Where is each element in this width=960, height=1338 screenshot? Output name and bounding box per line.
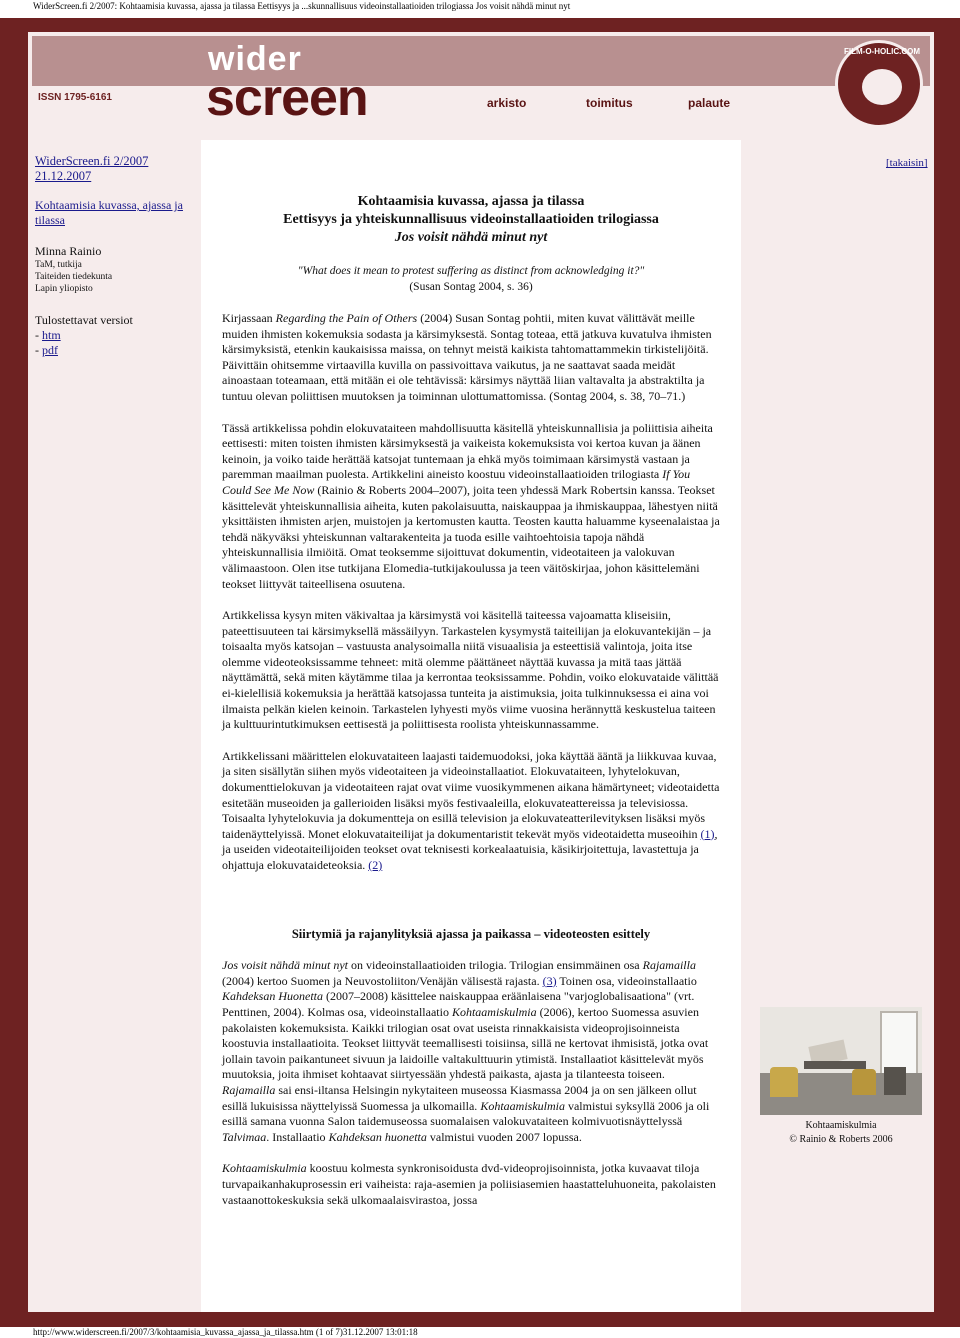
print-header: WiderScreen.fi 2/2007: Kohtaamisia kuvassa, ajassa ja tilassa Eettisyys ja ...skunnallisuus videoinstallaatioiden trilogiassa Jos voisit nähdä minut nyt — [33, 1, 571, 11]
epigraph — [222, 263, 720, 295]
figure-credit: © Rainio & Roberts 2006 — [789, 1134, 893, 1145]
article-title: Kohtaamisia kuvassa, ajassa ja tilassa — [357, 194, 585, 209]
figure-caption: Kohtaamiskulmia — [805, 1120, 877, 1131]
table-shape — [804, 1061, 866, 1069]
logo-wider-text[interactable]: wider — [208, 40, 302, 78]
print-footer: http://www.widerscreen.fi/2007/3/kohtaamisia_kuvassa_ajassa_ja_tilassa.htm (1 of 7)31.12.2007 13:01:18 — [33, 1327, 418, 1337]
back-link[interactable]: [takaisin] — [886, 157, 928, 169]
paragraph-6: Kohtaamiskulmia koostuu kolmesta synkronisoidusta dvd-videoprojisoinnista, jotka kuvaavat tiloja turvapaikanhakuprosessin eri vaiheista: raja-asemien ja poliisiasemien haastatteluhuoneita, pakolaisten vastaanottokeskuksia sekä ulkomaalaisvirastoa, jossa — [222, 1161, 716, 1207]
epigraph-quote: "What does it mean to protest suffering as distinct from acknowledging it?" — [297, 265, 645, 277]
print-versions-label: Tulostettavat versiot — [35, 313, 133, 327]
site-banner — [32, 36, 930, 136]
paragraph-3: Artikkelissa kysyn miten väkivaltaa ja kärsimystä voi käsitellä taiteessa vajoamatta kliseisiin, pateettisuuteen tai kärsimyksellä mässäilyyn. Tarkastelen kysymystä taiteilijan ja elokuvantekijän – ja toisaalta myös katsojan – vastuusta analysoimalla niitä visuaalisia ja esteettisiä valintoja, joita itse olemme videoteoksissamme tehneet: mitä olemme päättäneet näyttää kuvassa ja mitä taas jättää näyttämättä, sekä miten käytämme tilaa ja kerrontaa teoksissamme. Pohdin, voiko elokuvataide välittää ei-kielellisiä kokemuksia ja herättää katsojassa tunteita ja aistimuksia, joita tulkinnuksessa ei aina voi ilmaista pelkän kielen keinoin. Tarkastelen lyhyesti myös viime vuosina herännyttä keskustelua taiteen ja kulttuurintutkimuksen eettisestä ja poliittisesta roolista yhteiskunnassamme. — [222, 608, 719, 732]
sidebar-site-link[interactable]: WiderScreen.fi 2/2007 — [35, 154, 149, 168]
epigraph-source: (Susan Sontag 2004, s. 36) — [409, 281, 533, 293]
footnote-3-link[interactable]: (3) — [542, 973, 557, 988]
film-reel-icon — [862, 69, 902, 105]
chair-shape — [770, 1067, 798, 1097]
footnote-1-link[interactable]: (1) — [700, 826, 715, 841]
section-heading: Siirtymiä ja rajanylityksiä ajassa ja paikassa – videoteosten esittely — [291, 926, 651, 941]
logo-screen-text[interactable]: screen — [206, 69, 368, 127]
paragraph-2: Tässä artikkelissa pohdin elokuvataiteen mahdollisuutta käsitellä yhteiskunnallisia ja poliittisia aiheita eettisesti: miten toisten ihmisten kärsimyksestä ja vaikeista kokemuksista voi kertoa kuvan ja äänen keinoin, ja voiko taide herättää katsojat tuntemaan ja ehkä myös toimimaan kärsimystä vastaan ja paremman maailman puolesta. Artikkelini aineisto koostuu videoinstallaatioiden trilogiasta If You Could See Me Now (Rainio & Roberts 2004–2007), joita teen yhdessä Mark Robertsin kanssa. Teokset käsittelevät yhteiskunnallisia aiheita, kuten pakolaisuutta, naiskauppaa ja ihmiskauppaa, lähestyen niitä yksittäisten ihmisten arjen, muistojen ja kertomusten kautta. Teosten kautta haluamme kyseenalaistaa ja tehdä näkyväksi yhteiskunnan valtarakenteita ja tuoda esille vaihtoehtoisia tapoja nähdä yhteiskunnallisia ilmiöitä. Omat teoksemme sijoittuvat dokumentin, videotaiteen ja valokuvan välimaastoon. Olen itse tutkijana Elomedia-tutkijakoulussa ja teen väitöskirjaa, johon käsittelemäni teokset liittyvät taiteellisena osuutena. — [222, 420, 720, 591]
banner-strip — [32, 36, 930, 86]
figure — [760, 1007, 922, 1147]
installation-photo — [760, 1007, 922, 1115]
nav-toimitus[interactable]: toimitus — [586, 96, 633, 110]
print-htm-link[interactable]: htm — [42, 328, 61, 342]
sidebar-date-link[interactable]: 21.12.2007 — [35, 169, 92, 183]
article-work-title: Jos voisit nähdä minut nyt — [394, 230, 548, 245]
nav-palaute[interactable]: palaute — [688, 96, 731, 110]
chair-shape — [884, 1067, 906, 1095]
window-shape — [880, 1011, 918, 1075]
dash: - — [35, 328, 42, 342]
sidebar-affiliation-3: Lapin yliopisto — [35, 284, 93, 294]
nav-arkisto[interactable]: arkisto — [487, 96, 527, 110]
sidebar — [35, 154, 195, 358]
print-pdf-link[interactable]: pdf — [42, 343, 58, 357]
chair-shape — [852, 1069, 876, 1095]
paragraph-1: Kirjassaan Regarding the Pain of Others (2004) Susan Sontag pohtii, miten kuvat välittävät meille muiden ihmisten kokemuksia sodasta ja kärsimyksestä. Sontag toteaa, että jatkuva kuvatulva ihmisten kärsimyksistä, etenkin kaukaisissa maissa, on tehnyt meistä kaikista tahtomattammekin tirkistelijöitä. Päivittäin ohitsemme virtaavilla kuvilla on passivoittava vaikutus, ja ne saattavat saada meidät ainoastaan toteamaan, että mitään ei ole tehtävissä: kärsimys näyttää liian valtavalta ja abstraktilta ja tuntuu olevan poliittisen muutoksen ja toiminnan ulottumattomissa. (Sontag 2004, s. 38, 70–71.) — [222, 311, 712, 403]
article-content — [201, 140, 741, 1312]
sidebar-article-title[interactable]: Kohtaamisia kuvassa, ajassa ja tilassa — [35, 198, 183, 227]
paragraph-4: Artikkelissani määrittelen elokuvataiteen laajasti taidemuodoksi, joka käyttää ääntä ja liikkuvaa kuvaa, ja siten sisällytän siihen myös videotaiteen ja videoinstallaatiot. Elokuvataiteen, lyhytelokuvan, dokumenttielokuvan ja videotaiteen rajat ovat viime vuosikymmenen aikana hämärtyneet; videotaidetta esitetään museoiden ja gallerioiden lisäksi myös festivaaleilla, elokuvateattereissa ja televisiossa. Toisaalta lyhytelokuvia ja dokumentteja on esillä television ja elokuvateatterilevityksen lisäksi myös taidenäyttelyissä. Monet elokuvataiteilijat ja dokumentaristit tekevät myös videotaidetta museoihin (1), ja useiden videotaiteilijoiden teokset ovat teknisesti korkealaatuisia, käsikirjoitettuja, lavastettuja ja ohjattuja elokuvataideteoksia. (2) — [222, 748, 720, 872]
dash: - — [35, 343, 42, 357]
footnote-2-link[interactable]: (2) — [368, 858, 383, 872]
article-subtitle: Eettisyys ja yhteiskunnallisuus videoinstallaatioiden trilogiassa — [283, 212, 659, 227]
sidebar-author: Minna Rainio — [35, 244, 102, 258]
sidebar-affiliation-1: TaM, tutkija — [35, 260, 82, 270]
sidebar-affiliation-2: Taiteiden tiedekunta — [35, 272, 113, 282]
article-header — [222, 193, 720, 247]
paragraph-5: Jos voisit nähdä minut nyt on videoinstallaatioiden trilogia. Trilogian ensimmäinen osa Rajamailla (2004) kertoo Suomen ja Neuvostoliiton/Venäjän välisestä rajasta. (3) Toinen osa, videoinstallaatio Kahdeksan Huonetta (2007–2008) käsittelee naiskauppaa eräänlaisena "varjoglobalisaationa" (vrt. Penttinen, 2004). Kolmas osa, videoinstallaatio Kohtaamiskulmia (2006), kertoo Suomessa asuvien pakolaisten kokemuksista. Kaikki trilogian osat ovat useista rinnakkaisista videoprojisoinneista koostuvia installaatioita. Teokset liittyvät teemallisesti toisiinsa, sillä ne kertovat ihmisistä, jotka ovat jollain tavoin paikantuneet sivuun ja laidoille valtakulttuurin ytimistä. Installaatiot käsittelevät myös muutoksia, joita ihmiset kohtaavat siirtyessään yhdestä paikasta, ajasta ja tilanteesta toiseen. Rajamailla sai ensi-iltansa Helsingin nykytaiteen museossa Kiasmassa 2004 ja on sen jälkeen ollut esillä lukuisissa näyttelyissä Suomessa ja ulkomailla. Kohtaamiskulmia valmistui syksyllä 2006 ja oli esillä samana vuonna Salon taidemuseossa suomalaisen valokuvataiteen kolmivuotisnäyttelyssä Talvimaa. Installaatio Kahdeksan huonetta valmistui vuoden 2007 lopussa. — [222, 958, 710, 1144]
badge-text: FILM-O-HOLIC.COM — [844, 47, 920, 56]
film-o-holic-badge[interactable] — [835, 40, 923, 128]
issn-label: ISSN 1795-6161 — [38, 92, 112, 103]
